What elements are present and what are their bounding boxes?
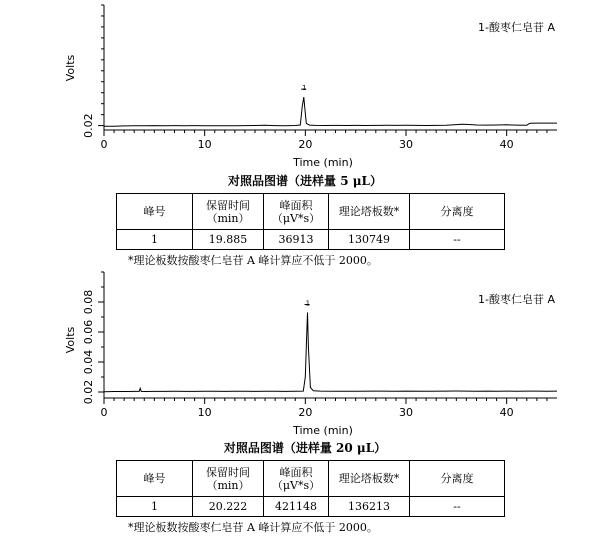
- peak-table: [116, 193, 505, 250]
- col-header-resolution: 分离度: [410, 194, 505, 230]
- legend-label: 1-酸枣仁皂苷 A: [478, 21, 555, 34]
- cell-theoretical-plates: 136213: [329, 497, 410, 517]
- x-tick-label: 10: [197, 406, 212, 419]
- peak-marker-label: 1: [305, 299, 311, 308]
- peak-marker-label: 1: [302, 84, 307, 93]
- cell-theoretical-plates: 130749: [329, 230, 410, 250]
- legend-label: 1-酸枣仁皂苷 A: [478, 293, 555, 306]
- chromatogram-panel-5ul: [0, 0, 610, 268]
- col-header-peak-no: 峰号: [117, 194, 193, 230]
- y-tick-label: 0.08: [82, 289, 95, 315]
- x-tick-label: 10: [197, 138, 212, 151]
- cell-peak-area: 421148: [264, 497, 329, 517]
- col-header-peak-area: 峰面积 （μV*s）: [264, 461, 329, 497]
- col-header-theoretical-plates: 理论塔板数*: [329, 194, 410, 230]
- cell-retention-time: 19.885: [193, 230, 264, 250]
- col-header-retention-time: 保留时间 （min）: [193, 194, 264, 230]
- x-tick-label: 0: [100, 406, 108, 419]
- col-header-peak-no: 峰号: [117, 461, 193, 497]
- x-tick-label: 40: [499, 138, 514, 151]
- chromatogram-chart-20ul: [0, 268, 610, 440]
- y-axis-label: Volts: [64, 54, 77, 82]
- chart-subtitle: 对照品图谱（进样量 5 μL）: [228, 174, 382, 188]
- col-header-retention-time: 保留时间 （min）: [193, 461, 264, 497]
- x-tick-label: 20: [298, 406, 313, 419]
- col-header-theoretical-plates: 理论塔板数*: [329, 461, 410, 497]
- y-tick-label: 0.04: [82, 349, 95, 375]
- x-tick-label: 20: [298, 138, 313, 151]
- cell-peak-no: 1: [117, 497, 193, 517]
- y-axis-label: Volts: [64, 326, 77, 354]
- cell-retention-time: 20.222: [193, 497, 264, 517]
- y-tick-label: 0.02: [82, 379, 95, 405]
- col-header-peak-area: 峰面积 （μV*s）: [264, 194, 329, 230]
- cell-resolution: --: [410, 497, 505, 517]
- footnote: *理论板数按酸枣仁皂苷 A 峰计算应不低于 2000。: [128, 521, 378, 534]
- peak-table: [116, 460, 505, 517]
- x-tick-label: 30: [399, 406, 413, 419]
- chromatogram-panel-20ul: [0, 268, 610, 538]
- footnote: *理论板数按酸枣仁皂苷 A 峰计算应不低于 2000。: [128, 254, 378, 267]
- cell-resolution: --: [410, 230, 505, 250]
- cell-peak-no: 1: [117, 230, 193, 250]
- x-tick-label: 30: [399, 138, 413, 151]
- y-tick-label: 0.02: [82, 113, 96, 138]
- x-tick-label: 0: [100, 138, 108, 151]
- x-axis-label: Time (min): [293, 424, 353, 437]
- x-tick-label: 40: [499, 406, 514, 419]
- x-axis-label: Time (min): [293, 156, 353, 169]
- col-header-resolution: 分离度: [410, 461, 505, 497]
- chart-subtitle: 对照品图谱（进样量 20 μL）: [223, 441, 387, 455]
- y-tick-label: 0.06: [82, 319, 95, 345]
- series-trace: [104, 97, 557, 126]
- cell-peak-area: 36913: [264, 230, 329, 250]
- chromatogram-chart-5ul: [0, 0, 610, 175]
- series-trace: [104, 313, 557, 392]
